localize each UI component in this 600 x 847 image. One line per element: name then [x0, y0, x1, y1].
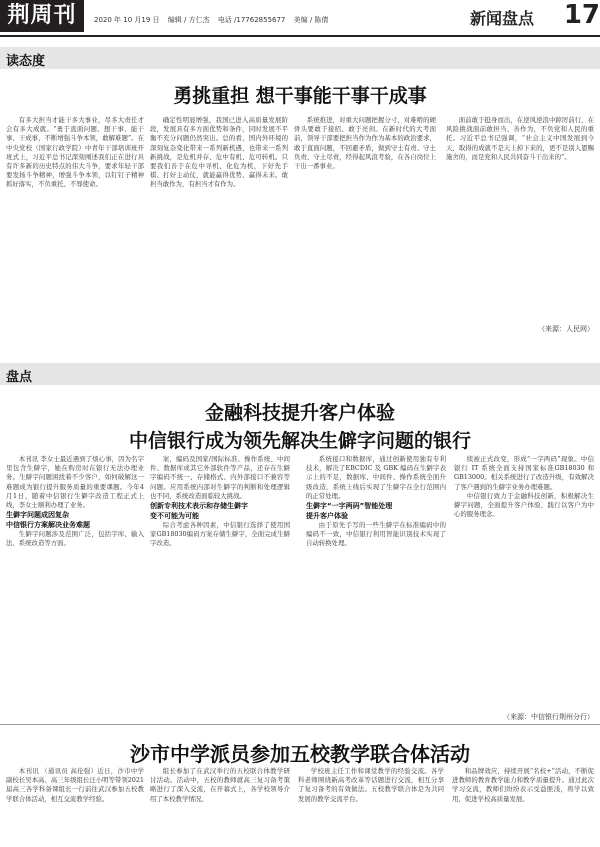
article-subheading: 中信银行方案解决业务难题	[6, 521, 90, 530]
article-column	[446, 116, 594, 321]
page-header	[0, 0, 600, 34]
article-text: 面前敢于挺身而出，在逆风逆浪中踔厉前行，在风险挑战面前敢担当、善作为，不负党和人民的重托。习近平总书记强调，“社会主义中国发展到今天，取得的成就不是天上掉下来的，更不是别人恩赐施舍的，而是党和人民共同奋斗干出来的”。	[446, 116, 594, 161]
article-subheading: 变不可能为可能	[150, 512, 199, 521]
article-text: 本刊讯 李女士最近遇到了烦心事，因为名字里包含生僻字，她在购房时在银行无法办理业务。生僻字问题困扰着不少客户，如何破解这一难题成为银行提升服务质量的重要课题。今年4月1日，随着中信银行生僻字改造工程正式上线，李女士顺利办理了业务。	[6, 455, 144, 510]
article-text: 有多大担当才能干多大事业，尽多大责任才会有多大成就。“勇于直面问题、想干事、能干事、干成事，不断增强斗争本领，敢解难题”。在中央党校（国家行政学院）中青年干部培训班开班式上，习近平总书记深刻阐述我们正在进行具有许多新的历史特点的伟大斗争，要求年轻干部要发扬斗争精神，增强斗争本领，以钉钉子精神抓好落实，不负重托、不辱使命。	[6, 116, 144, 189]
section-label: 读态度	[6, 54, 46, 69]
article-text: 和品牌效应，持续开展“名校+”活动，不断促进教师的教育教学能力和教学质量提升。通过此次学习交流，教师们纷纷表示受益匪浅，将学以致用，促进学校高质量发展。	[452, 767, 594, 803]
section-divider	[0, 724, 600, 725]
article-column	[452, 767, 594, 847]
editor-credit: 编辑 / 方仁杰	[167, 16, 210, 24]
article-text: 组长参加了在武汉举行的五校联合体教学研讨活动。活动中，五校的教师就高三复习备考策略进行了深入交流，在开幕式上，各学校领导介绍了本校教学情况。	[150, 767, 290, 803]
designer-credit: 美编 / 陈倩	[293, 16, 329, 24]
article-text: 由于原先手写的一些生僻字在标准编码中的编码不一致，中信银行利用智能识别技术实现了自动转换处理。	[306, 521, 446, 548]
article-text: 学校班主任工作和课堂教学的经验交流。各学科老师围绕新高考改革等话题进行交流，相互分享了复习备考的有效做法。五校教学联合体是为共同发展的教学交流平台。	[298, 767, 444, 803]
article-subheadline: 中信银行成为领先解决生僻字问题的银行	[128, 430, 471, 452]
article-column	[454, 455, 594, 705]
article-column	[306, 455, 446, 705]
article-column	[150, 767, 290, 847]
article-text: 系统接口和数据库，通过创新使用独有专利技术，解决了EBCDIC 及 GBK 编码在生僻字表示上的不足，数据库、中间件、操作系统全面升级改造，系统上线后实现了生僻字在全行范围内的正常处理。	[306, 455, 446, 500]
article-text: 综合考虑各种因素，中信银行选择了使用国家GB18030编码方案存储生僻字，全面完成生僻字改造。	[150, 521, 290, 548]
section-name: 新闻盘点	[470, 9, 535, 28]
section-band-opinion	[0, 47, 600, 69]
article-subheading: 创新专利技术表示和存储生僻字	[150, 502, 248, 511]
article-column	[150, 455, 290, 705]
phone-credit: 电话 /17762855677	[217, 16, 286, 24]
header-rule	[0, 35, 600, 37]
article-headline: 勇挑重担 想干事能干事干成事	[173, 85, 427, 107]
article-column	[294, 116, 436, 340]
issue-meta	[94, 15, 334, 25]
article-subheading: 提升客户体验	[306, 512, 348, 521]
issue-date: 2020 年 10 月19 日	[94, 16, 160, 24]
section-band-roundup	[0, 363, 600, 385]
article-text: 中信银行致力于金融科技创新，积极解决生僻字问题，全面提升客户体验，践行以客户为中心的服务理念。	[454, 491, 594, 519]
article-column	[298, 767, 444, 847]
article-column	[6, 767, 144, 847]
article-source: （来源：人民网）	[538, 325, 594, 333]
article-headline: 金融科技提升客户体验	[204, 402, 395, 424]
article-text: 续被正式改变，形成“一字两码”现象。中信银行 IT 系统全面支持国家标准GB18030 和 GB13000。相关系统进行了改造升级，有效解决了客户遇到的生僻字业务办理难题。	[454, 455, 594, 491]
article-text: 本刊讯 （通讯员 高伦强）近日，沙市中学副校长吴本高、高三年级组长汪小明等带领2021届高三各学科备课组长一行前往武汉参加五校教学联合体活动，相互交流教学经验。	[6, 767, 144, 803]
article-text: 系统推进，对重大问题把握分寸，对难啃的硬骨头要敢于接招、敢于亮剑。在新时代的大考面前，领导干部要把担当作为作为基本的政治要求，敢于直面问题，不回避矛盾，做到守土有责、守土负责、守土尽责，经得起风浪考验，在各自岗位上干出一番事业。	[294, 116, 436, 171]
article-text: 案，编码及国家/国际标准、操作系统、中间件、数据库或其它外部软件等产品，还存在生僻字编码不统一、存储格式、内外部接口不兼容等问题。应用系统内部对生僻字的判断和处理逻辑也不同，系统改造面临较大挑战。	[150, 455, 290, 500]
section-label: 盘点	[6, 370, 33, 385]
article-column	[6, 116, 144, 340]
article-column	[6, 455, 144, 705]
article-subheading: 生僻字“一字两码”智能处理	[306, 502, 393, 511]
article-text: 确定性明显增强，我国已进入高质量发展阶段，发展具有多方面优势和条件，同时发展不平衡不充分问题仍然突出。总的看，国内外环境的深刻复杂变化带来一系列新机遇，也带来一系列新挑战，是危机并存、危中有机、危可转机。只要我们善于在危中寻机、化危为机，下好先手棋、打好主动仗，就能赢得优势、赢得未来。敢担当敢作为，有担当才有作为。	[150, 116, 288, 189]
article-text: 生僻字问题涉及范围广泛，包括字库、输入法、系统改造等方面。	[6, 530, 144, 548]
page-number: 17	[563, 0, 600, 30]
article-column	[150, 116, 288, 340]
article-headline: 沙市中学派员参加五校教学联合体活动	[130, 742, 470, 766]
article-source: （来源：中信银行荆州分行）	[503, 713, 594, 721]
masthead: 荆周刊	[0, 0, 84, 32]
article-subheading: 生僻字问题成因复杂	[6, 511, 69, 520]
